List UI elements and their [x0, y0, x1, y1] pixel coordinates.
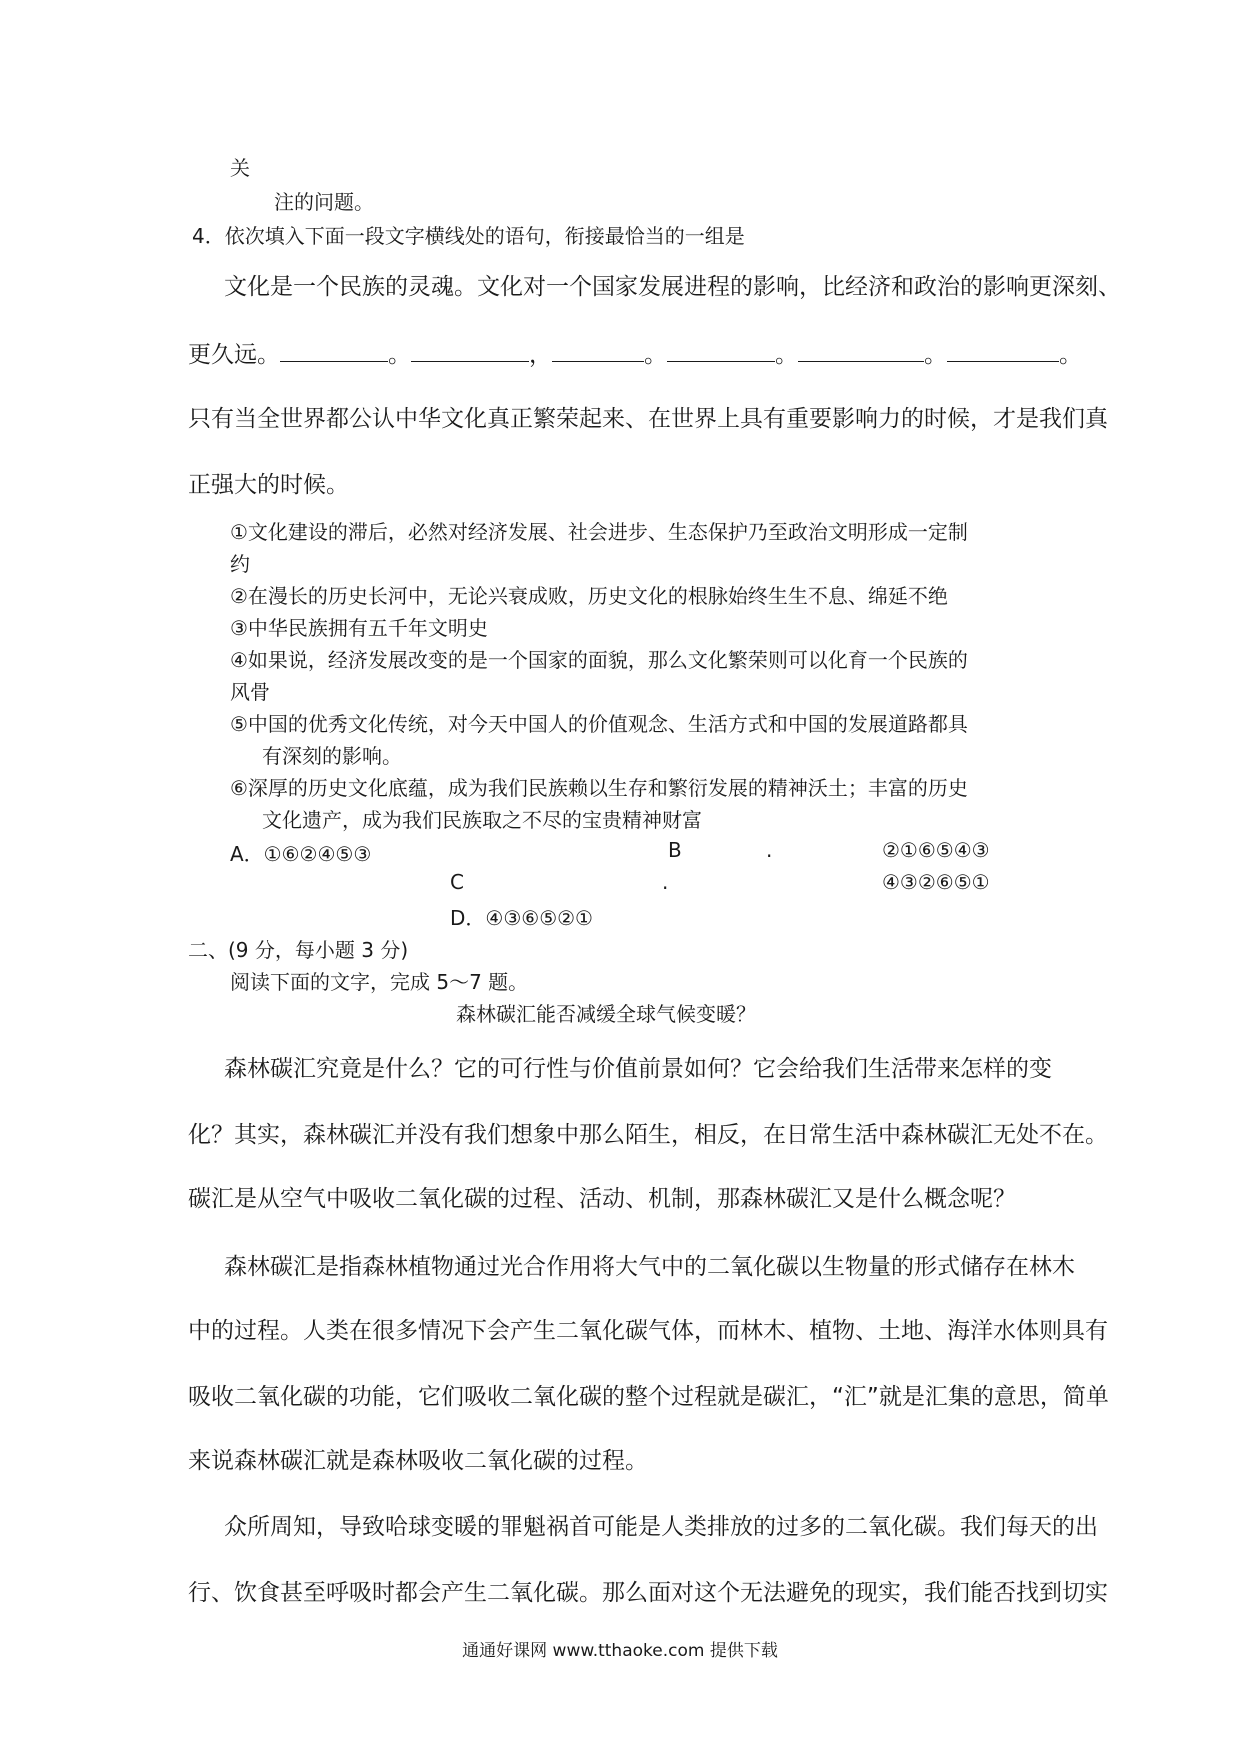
item-3: ③中华民族拥有五千年文明史 [230, 616, 488, 640]
blank-separator: 。 [1059, 342, 1082, 368]
option-a: A．①⑥②④⑤③ [230, 842, 372, 866]
passage-line-1: 文化是一个民族的灵魂。文化对一个国家发展进程的影响，比经济和政治的影响更深刻、 [224, 274, 1121, 300]
answer-blank[interactable] [947, 341, 1059, 362]
item-4-line-2: 风骨 [230, 680, 270, 704]
page-footer: 通通好课网 www.tthaoke.com 提供下载 [462, 1641, 778, 1661]
answer-blank[interactable] [280, 341, 388, 362]
section-2-heading: 二、(9 分，每小题 3 分) [188, 938, 409, 962]
option-c-label: C [450, 870, 464, 894]
item-4-line-1: ④如果说，经济发展改变的是一个国家的面貌，那么文化繁荣则可以化育一个民族的 [230, 648, 968, 672]
option-b-label: B [668, 838, 682, 862]
item-1-line-1: ①文化建设的滞后，必然对经济发展、社会进步、生态保护乃至政治文明形成一定制 [230, 520, 968, 544]
item-5-line-1: ⑤中国的优秀文化传统，对今天中国人的价值观念、生活方式和中国的发展道路都具 [230, 712, 968, 736]
option-d: D．④③⑥⑤②① [450, 906, 593, 930]
blank-separator: 。 [775, 342, 798, 368]
item-6-line-2: 文化遗产，成为我们民族取之不尽的宝贵精神财富 [262, 808, 702, 832]
question-4-stem: 4．依次填入下面一段文字横线处的语句，衔接最恰当的一组是 [192, 224, 745, 248]
passage-line-2-prefix: 更久远。 [188, 342, 280, 368]
item-2: ②在漫长的历史长河中，无论兴衰成败，历史文化的根脉始终生生不息、绵延不绝 [230, 584, 948, 608]
option-c-dot: . [662, 870, 669, 894]
item-6-line-1: ⑥深厚的历史文化底蕴，成为我们民族赖以生存和繁衍发展的精神沃土；丰富的历史 [230, 776, 968, 800]
section-2-instruction: 阅读下面的文字，完成 5～7 题。 [230, 970, 529, 994]
article-line: 森林碳汇是指森林植物通过光合作用将大气中的二氧化碳以生物量的形式储存在林木 [224, 1254, 1075, 1280]
answer-blank[interactable] [552, 341, 644, 362]
fragment-line-2: 注的问题。 [274, 190, 374, 214]
option-b-dot: . [766, 838, 773, 862]
answer-blank[interactable] [798, 341, 924, 362]
blank-separator: 。 [924, 342, 947, 368]
answer-blank[interactable] [667, 341, 775, 362]
passage-line-4: 正强大的时候。 [188, 472, 349, 498]
article-line: 来说森林碳汇就是森林吸收二氧化碳的过程。 [188, 1448, 648, 1474]
answer-blank[interactable] [411, 341, 529, 362]
article-line: 吸收二氧化碳的功能，它们吸收二氧化碳的整个过程就是碳汇，“汇”就是汇集的意思，简单 [188, 1384, 1109, 1410]
article-line: 森林碳汇究竟是什么？它的可行性与价值前景如何？它会给我们生活带来怎样的变 [224, 1056, 1052, 1082]
article-line: 碳汇是从空气中吸收二氧化碳的过程、活动、机制，那森林碳汇又是什么概念呢？ [188, 1186, 1016, 1212]
article-title: 森林碳汇能否减缓全球气候变暖？ [456, 1002, 756, 1026]
item-1-line-2: 约 [230, 552, 250, 576]
passage-line-3: 只有当全世界都公认中华文化真正繁荣起来、在世界上具有重要影响力的时候，才是我们真 [188, 406, 1108, 432]
blank-separator: 。 [388, 342, 411, 368]
option-c-value: ④③②⑥⑤① [882, 870, 990, 894]
fragment-line-1: 关 [230, 156, 250, 180]
article-line: 行、饮食甚至呼吸时都会产生二氧化碳。那么面对这个无法避免的现实，我们能否找到切实 [188, 1580, 1108, 1606]
article-line: 中的过程。人类在很多情况下会产生二氧化碳气体，而林木、植物、土地、海洋水体则具有 [188, 1318, 1108, 1344]
article-line: 众所周知，导致哈球变暖的罪魁祸首可能是人类排放的过多的二氧化碳。我们每天的出 [224, 1514, 1098, 1540]
option-b-value: ②①⑥⑤④③ [882, 838, 990, 862]
passage-line-2 [188, 336, 1082, 369]
blank-separator: 。 [644, 342, 667, 368]
blank-separator: ， [529, 342, 552, 368]
article-line: 化？其实，森林碳汇并没有我们想象中那么陌生，相反，在日常生活中森林碳汇无处不在。 [188, 1122, 1108, 1148]
item-5-line-2: 有深刻的影响。 [262, 744, 402, 768]
